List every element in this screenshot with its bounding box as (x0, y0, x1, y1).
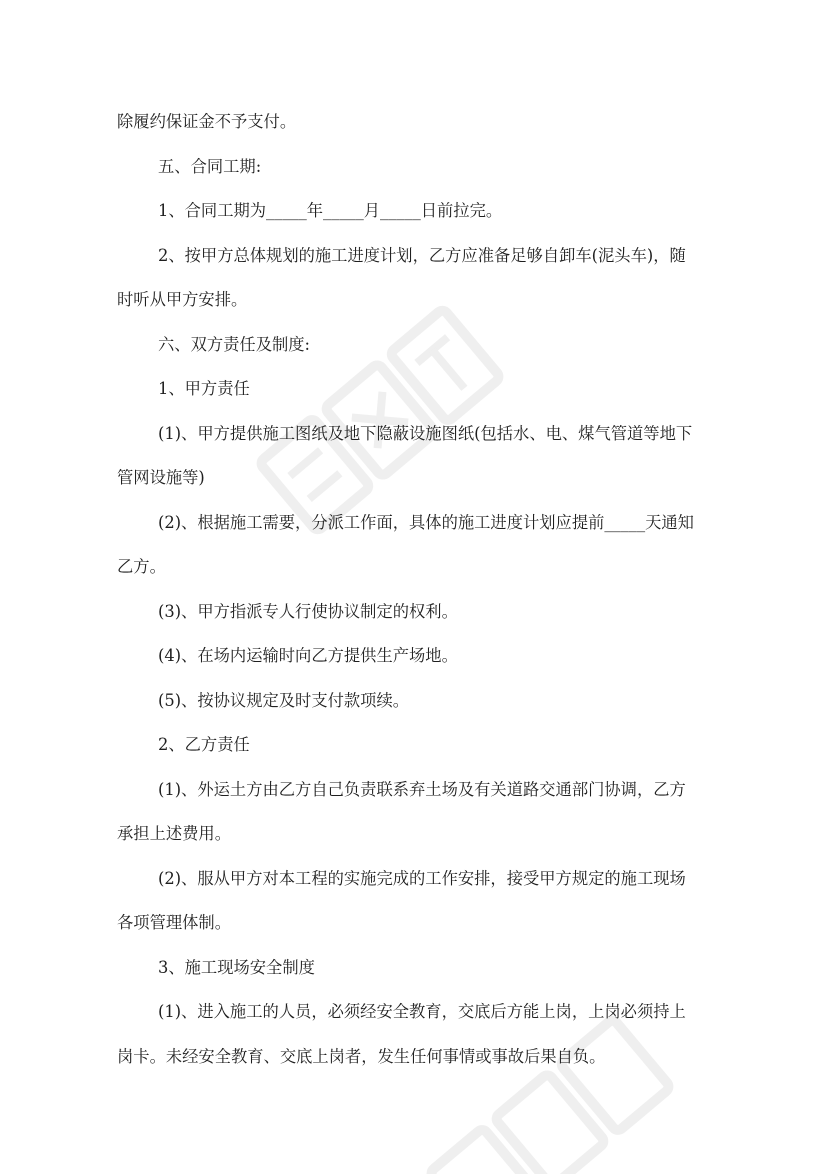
clause-b-2-line2: 各项管理体制。 (117, 913, 231, 932)
document-body (117, 100, 707, 1079)
subheading-party-b: 2、乙方责任 (158, 735, 250, 754)
subheading-safety: 3、施工现场安全制度 (158, 957, 315, 977)
clause-a-4: (4)、在场内运输时向乙方提供生产场地。 (158, 646, 458, 665)
clause-a-3: (3)、甲方指派专人行使协议制定的权利。 (158, 601, 458, 621)
clause-a-1-line1: (1)、甲方提供施工图纸及地下隐蔽设施图纸(包括水、电、煤气管道等地下 (158, 423, 693, 443)
clause-5-2-line2: 时听从甲方安排。 (117, 290, 248, 309)
clause-a-1-line2: 管网设施等) (117, 468, 205, 487)
clause-b-2-line1: (2)、服从甲方对本工程的实施完成的工作安排，接受甲方规定的施工现场 (158, 868, 686, 888)
section-heading-6: 六、双方责任及制度: (158, 334, 311, 354)
clause-5-2-line1: 2、按甲方总体规划的施工进度计划，乙方应准备足够自卸车(泥头车)，随 (158, 245, 686, 265)
clause-safety-1-line2: 岗卡。未经安全教育、交底上岗者，发生任何事情或事故后果自负。 (117, 1046, 606, 1066)
clause-a-2-line1: (2)、根据施工需要，分派工作面，具体的施工进度计划应提前_____天通知 (158, 512, 694, 532)
clause-5-1: 1、合同工期为_____年_____月_____日前拉完。 (158, 201, 503, 220)
paragraph-continuation: 除履约保证金不予支付。 (117, 112, 297, 131)
clause-a-5: (5)、按协议规定及时支付款项续。 (158, 690, 410, 710)
clause-safety-1-line1: (1)、进入施工的人员，必须经安全教育，交底后方能上岗，上岗必须持上 (158, 1002, 686, 1021)
subheading-party-a: 1、甲方责任 (158, 379, 250, 398)
clause-b-1-line2: 承担上述费用。 (117, 824, 231, 843)
clause-a-2-line2: 乙方。 (117, 557, 166, 576)
section-heading-5: 五、合同工期: (158, 156, 262, 176)
clause-b-1-line1: (1)、外运土方由乙方自己负责联系弃土场及有关道路交通部门协调，乙方 (158, 779, 686, 799)
